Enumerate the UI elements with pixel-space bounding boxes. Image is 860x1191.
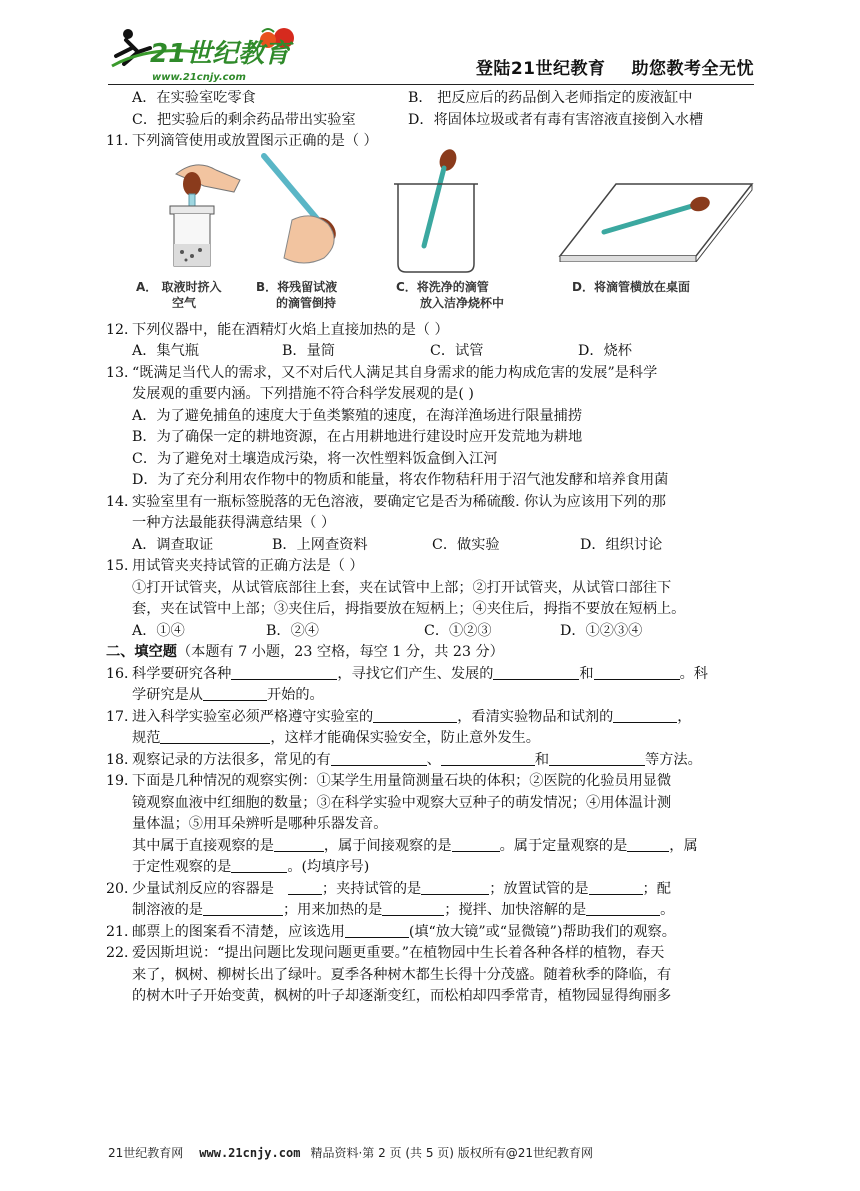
q17-text: ，: [677, 708, 692, 725]
q21-text: (填“放大镜”或“显微镜”)帮助我们的观察。: [408, 923, 676, 940]
q17-text: ，看清实验物品和试剂的: [457, 708, 614, 725]
caption-d-line1: D．将滴管横放在桌面: [572, 279, 690, 294]
q19-line1: [106, 771, 756, 793]
dropper-figure-a: [136, 156, 256, 276]
dropper-figure-b: [254, 150, 364, 276]
q14-option-d: D．组织讨论: [580, 536, 663, 553]
q19-line5: [106, 857, 756, 879]
answer-blank[interactable]: [382, 900, 444, 916]
answer-blank[interactable]: [613, 707, 677, 723]
q22-line1: [106, 943, 756, 965]
q22-line2: 来了，枫树、柳树长出了绿叶。夏季各种树木都生长得十分茂盛。随着秋季的降临，有: [132, 966, 672, 983]
answer-blank[interactable]: [160, 728, 270, 744]
caption-b: [256, 279, 337, 311]
footer-info: 精品资料·第 2 页 (共 5 页) 版权所有@21世纪教育网: [310, 1146, 594, 1160]
q13-stem-cont: 发展观的重要内涵。下列措施不符合科学发展观的是( ): [132, 386, 474, 402]
q17-text: 进入科学实验室必须严格遵守实验室的: [132, 708, 374, 725]
slogan-left: 登陆21世纪教育: [475, 59, 606, 79]
q18-line1: [106, 750, 756, 772]
q13-option-b: B．为了确保一定的耕地资源，在占用耕地进行建设时应开发荒地为耕地: [132, 429, 583, 445]
exam-content: [106, 88, 756, 1008]
q20-text: ；搅拌、加快溶解的是: [444, 902, 587, 918]
q20-text: 制溶液的是: [132, 902, 203, 918]
dropper-figure-c: [374, 148, 494, 276]
question-number: 11．: [106, 133, 139, 149]
svg-text:www.21cnjy.com: www.21cnjy.com: [152, 72, 246, 83]
q12-option-b: B．量筒: [282, 343, 335, 359]
q14-stem: [106, 492, 756, 514]
answer-blank[interactable]: [441, 750, 535, 766]
q19-line2: 镜观察血液中红细胞的数量；③在科学实验中观察大豆种子的萌发情况；④用体温计测: [132, 794, 672, 811]
footer-url[interactable]: www.21cnjy.com: [199, 1146, 301, 1160]
q15-option-b: B．②④: [266, 622, 319, 639]
q13-option-a: A．为了避免捕鱼的速度大于鱼类繁殖的速度，在海洋渔场进行限量捕捞: [132, 407, 583, 424]
q21-text: 邮票上的图案看不清楚，应该选用: [132, 923, 345, 940]
q11-figure: [106, 156, 756, 318]
answer-blank[interactable]: [345, 922, 409, 938]
caption-b-line2: 的滴管倒持: [276, 295, 337, 310]
question-number: 17．: [106, 708, 139, 725]
question-text: 实验室里有一瓶标签脱落的无色溶液，要确定它是否为稀硫酸. 你认为应该用下列的那: [132, 493, 666, 510]
q16-text: 科学要研究各种: [132, 665, 232, 682]
answer-blank[interactable]: [274, 836, 324, 852]
q19-line3: 量体温；⑤用耳朵辨听是哪种乐器发音。: [132, 816, 388, 832]
answer-blank[interactable]: [452, 836, 500, 852]
q19-line4: [106, 836, 756, 858]
answer-blank[interactable]: [586, 900, 660, 916]
q16-text: ，寻找它们产生、发展的: [337, 665, 494, 682]
question-number: 15．: [106, 558, 139, 574]
q10-option-b: B． 把反应后的药品倒入老师指定的废液缸中: [408, 90, 693, 106]
question-number: 18．: [106, 751, 139, 768]
slogan-right: 助您教考全无忧: [631, 59, 754, 79]
q10-options-row1: [106, 88, 756, 110]
q14-option-b: B．上网查资料: [272, 536, 368, 553]
q16-text: 和: [579, 665, 594, 682]
q19-text: 下面是几种情况的观察实例：①某学生用量筒测量石块的体积；②医院的化验员用显微: [132, 773, 672, 789]
question-number: 16．: [106, 665, 139, 682]
q19-text: 。(均填序号): [287, 859, 370, 875]
q19-text: 。属于定量观察的是: [499, 837, 628, 854]
q10-option-a: A．在实验室吃零食: [132, 90, 256, 106]
q20-text: ；用来加热的是: [282, 902, 383, 918]
q22-text: 爱因斯坦说：“提出问题比发现问题更重要。”在植物园中生长着各种各样的植物，春天: [132, 945, 665, 961]
q14-option-c: C．做实验: [432, 536, 500, 553]
svg-text:21世纪教育: 21世纪教育: [150, 39, 291, 69]
caption-c-line1: C．将洗净的滴管: [396, 279, 489, 294]
q15-statement-2: 套，夹在试管中上部；③夹住后，拇指要放在短柄上；④夹住后，拇指不要放在短柄上。: [132, 601, 686, 617]
q15-option-d: D．①②③④: [560, 622, 643, 639]
caption-a: [136, 279, 221, 311]
answer-blank[interactable]: [231, 664, 337, 680]
q17-text: ，这样才能确保实验安全，防止意外发生。: [270, 730, 540, 746]
question-number: 14．: [106, 493, 139, 510]
q20-text: 。: [660, 902, 675, 918]
q15-option-c: C．①②③: [424, 622, 492, 639]
q19-text: 其中属于直接观察的是: [132, 837, 274, 854]
question-number: 13．: [106, 364, 139, 381]
q17-line1: [106, 707, 756, 729]
question-text: 用试管夹夹持试管的正确方法是（ ）: [132, 558, 364, 574]
q12-option-d: D．烧杯: [578, 343, 632, 359]
q16-text: 。科: [679, 665, 708, 682]
q19-text: 于定性观察的是: [132, 859, 232, 875]
question-text: “既满足当代人的需求，又不对后代人满足其自身需求的能力构成危害的发展”是科学: [132, 364, 658, 381]
caption-a-line2: 空气: [172, 295, 197, 310]
q15-statement-1: ①打开试管夹，从试管底部往上套，夹在试管中上部；②打开试管夹，从试管口部往下: [132, 579, 672, 596]
question-number: 22．: [106, 945, 139, 961]
q13-option-c: C．为了避免对土壤造成污染，将一次性塑料饭盒倒入江河: [132, 450, 498, 467]
answer-blank[interactable]: [627, 836, 669, 852]
caption-d: [572, 279, 690, 295]
q10-option-c: C．把实验后的剩余药品带出实验室: [132, 111, 356, 128]
footer-site: 21世纪教育网: [108, 1146, 184, 1160]
caption-a-line1: A． 取液时挤入: [136, 279, 222, 294]
q16-text: 开始的。: [266, 687, 324, 703]
q17-text: 规范: [132, 730, 161, 746]
caption-c: [396, 279, 504, 311]
q13-option-d: D．为了充分利用农作物中的物质和能量，将农作物秸秆用于沼气池发酵和培养食用菌: [132, 472, 669, 488]
q12-option-c: C．试管: [430, 343, 484, 359]
answer-blank[interactable]: [589, 879, 643, 895]
q18-text: 、: [426, 751, 441, 768]
q15-options: [106, 621, 756, 643]
21cnjy-logo: [108, 26, 308, 84]
q13-stem: [106, 363, 756, 385]
dropper-figure-d: [556, 166, 756, 262]
q19-text: ，属于间接观察的是: [323, 837, 452, 854]
q12-options: [106, 341, 756, 363]
header-rule: [108, 84, 754, 85]
q20-line2: [106, 900, 756, 922]
answer-blank[interactable]: [594, 664, 680, 680]
answer-blank[interactable]: [421, 879, 489, 895]
q20-text: 少量试剂反应的容器是: [132, 880, 274, 897]
q19-text: ，属: [669, 837, 698, 854]
answer-blank[interactable]: [288, 879, 322, 895]
q18-text: 和: [534, 751, 550, 768]
question-number: 12．: [106, 321, 139, 338]
section-description: （本题有 7 小题，23 空格，每空 1 分，共 23 分）: [176, 644, 504, 660]
q15-stem: [106, 556, 756, 578]
q20-text: ；配: [642, 880, 671, 897]
answer-blank[interactable]: [549, 750, 645, 766]
q18-text: 观察记录的方法很多，常见的有: [132, 751, 331, 768]
q20-text: ；放置试管的是: [489, 880, 589, 897]
q17-line2: [106, 728, 756, 750]
page-footer: [108, 1144, 758, 1161]
question-number: 19．: [106, 773, 139, 789]
q21-line1: [106, 922, 756, 944]
question-text: 下列仪器中，能在酒精灯火焰上直接加热的是（ ）: [132, 321, 449, 338]
answer-blank[interactable]: [203, 685, 267, 701]
question-number: 21．: [106, 923, 139, 940]
page-header: [108, 20, 754, 86]
q14-option-a: A．调查取证: [132, 536, 214, 553]
q22-line3: 的树木叶子开始变黄，枫树的叶子却逐渐变红，而松柏却四季常青，植物园显得绚丽多: [132, 988, 672, 1004]
header-slogan: [450, 54, 754, 79]
q20-text: ；夹持试管的是: [321, 880, 422, 897]
q14-stem-cont: 一种方法最能获得满意结果（ ）: [132, 515, 336, 531]
q15-option-a: A．①④: [132, 622, 185, 639]
q16-text: 学研究是从: [132, 687, 203, 703]
answer-blank[interactable]: [231, 857, 287, 873]
section-title: 二、填空题: [106, 644, 177, 660]
caption-c-line2: 放入洁净烧杯中: [420, 295, 505, 310]
q12-stem: [106, 320, 756, 342]
caption-b-line1: B．将残留试液: [256, 279, 338, 294]
q16-line2: [106, 685, 756, 707]
answer-blank[interactable]: [493, 664, 579, 680]
q18-text: 等方法。: [645, 751, 702, 768]
question-text: 下列滴管使用或放置图示正确的是（ ）: [132, 133, 378, 149]
q16-line1: [106, 664, 756, 686]
answer-blank[interactable]: [331, 750, 427, 766]
q20-line1: [106, 879, 756, 901]
question-number: 20．: [106, 880, 139, 897]
q10-options-row2: [106, 110, 756, 132]
q14-options: [106, 535, 756, 557]
q12-option-a: A．集气瓶: [132, 343, 199, 359]
answer-blank[interactable]: [373, 707, 457, 723]
answer-blank[interactable]: [203, 900, 283, 916]
section-2-heading: [106, 642, 756, 664]
q10-option-d: D．将固体垃圾或者有毒有害溶液直接倒入水槽: [408, 111, 704, 128]
